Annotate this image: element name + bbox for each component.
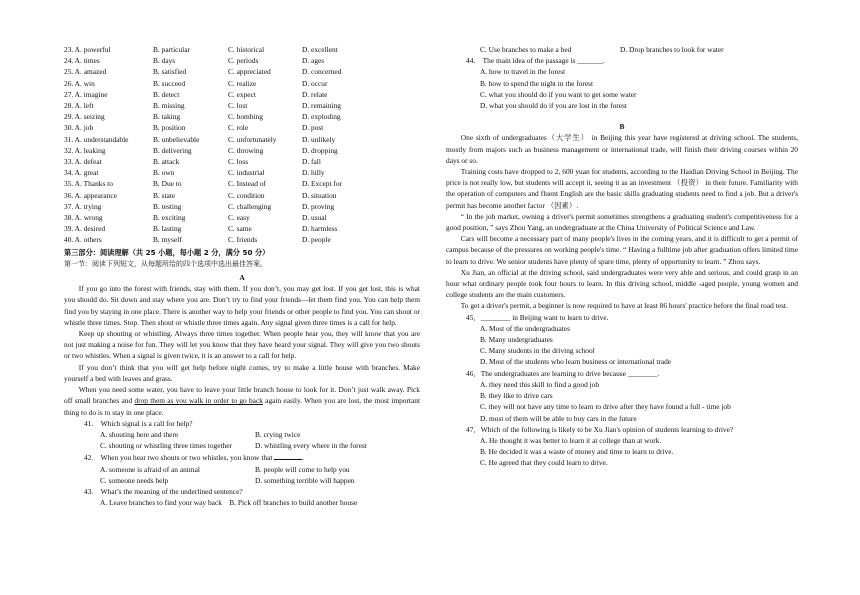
vocab-option-d[interactable]: D. exploding bbox=[302, 112, 341, 122]
q44-option-c[interactable]: C. what you should do if you want to get some water bbox=[480, 89, 637, 99]
passage-b-para-5: Xu Jian, an official at the driving school, said undergraduates were very able and serious, and could grasp in an hour what ordinary people took four hours to learn. In this driving school, middle -aged people, young women and college students are the main customers. bbox=[446, 267, 798, 300]
q41-option-b[interactable]: B. crying twice bbox=[255, 429, 301, 439]
vocab-option-b[interactable]: B. attack bbox=[153, 157, 180, 167]
vocab-option-b[interactable]: B. delivering bbox=[153, 145, 192, 155]
vocab-option-b[interactable]: B. missing bbox=[153, 101, 185, 111]
q42-option-d[interactable]: D. something terrible will happen bbox=[255, 475, 355, 485]
answer-blank bbox=[274, 451, 305, 463]
vocab-option-a[interactable]: 40. A. others bbox=[64, 235, 102, 245]
q45-option-a[interactable]: A. Most of the undergraduates bbox=[480, 323, 570, 333]
vocab-option-b[interactable]: B. particular bbox=[153, 45, 190, 54]
passage-a-para-1: If you go into the forest with friends, stay with them. If you don’t, you may get lost. If you get lost, this is what you should do. Sit down and stay where you are. Don’t try to find your friends—let them find you. You can help them find you by staying in one place. There is another way to help your friends or other people to find you. You can shout or whistle three times. Stop. Then shout or whistle three times again. Any signal given three times is a call for help. bbox=[64, 284, 420, 327]
q42-period: . bbox=[302, 453, 305, 463]
question-41-options-row-1 bbox=[64, 429, 420, 440]
vocab-option-b[interactable]: B. state bbox=[153, 190, 176, 200]
q42-text: 42. When you hear two shouts or two whistles, you know that bbox=[84, 453, 275, 463]
vocab-option-d[interactable]: D. concerned bbox=[302, 67, 342, 77]
passage-a-para-4 bbox=[64, 384, 420, 418]
vocab-option-c[interactable]: C. throwing bbox=[228, 145, 264, 155]
vocab-option-row bbox=[64, 55, 342, 66]
vocab-option-c[interactable]: C. unfortunately bbox=[228, 134, 277, 144]
vocab-option-d[interactable]: D. proving bbox=[302, 201, 335, 211]
vocab-option-row bbox=[64, 223, 342, 234]
vocab-option-row bbox=[64, 212, 342, 223]
vocab-option-c[interactable]: C. historical bbox=[228, 45, 265, 54]
vocab-option-b[interactable]: B. detect bbox=[153, 89, 180, 99]
vocab-option-d[interactable]: D. usual bbox=[302, 213, 327, 223]
vocab-option-row bbox=[64, 178, 342, 189]
vocab-option-row bbox=[64, 201, 342, 212]
vocab-option-b[interactable]: B. lasting bbox=[153, 224, 182, 234]
vocab-option-c[interactable]: C. expect bbox=[228, 89, 256, 99]
vocab-option-a[interactable]: 36. A. appearance bbox=[64, 190, 117, 200]
q42-option-b[interactable]: B. people will come to help you bbox=[255, 464, 350, 474]
vocab-option-a[interactable]: 34. A. great bbox=[64, 168, 99, 178]
passage-b-para-3: “ In the job market, owning a driver's permit sometimes strengthens a graduating student's competitiveness for a good position, ” says Zhou Yang, an undergraduate at the China University of Political Science and Law. bbox=[446, 211, 798, 233]
vocab-options-table bbox=[64, 44, 342, 246]
passage-a-para-2: Keep up shouting or whistling. Always three times together. When people hear you, they will know that you are not just making a noise for fun. They will let you know that they have heard your signal. They will give you two shouts or two whistles. When a signal is given twice, it is an answer to a call for help. bbox=[64, 329, 420, 361]
q45-option-c[interactable]: C. Many students in the driving school bbox=[480, 346, 595, 356]
vocab-option-row bbox=[64, 234, 342, 245]
left-column bbox=[64, 44, 420, 508]
vocab-option-row bbox=[64, 190, 342, 201]
q44-option-a[interactable]: A. how to travel in the forest bbox=[480, 67, 566, 77]
vocab-option-row bbox=[64, 156, 342, 167]
question-43: 43. What’s the meaning of the underlined sentence? bbox=[84, 486, 243, 496]
vocab-option-b[interactable]: B. position bbox=[153, 123, 186, 133]
vocab-option-a[interactable]: 35. A. Thanks to bbox=[64, 179, 113, 189]
vocab-option-a[interactable]: 27. A. imagine bbox=[64, 89, 108, 99]
question-45: 45．________ in Beijing want to learn to drive. bbox=[466, 312, 609, 322]
vocab-option-c[interactable]: C. role bbox=[228, 123, 249, 133]
part3-instructions: 第一节：阅读下列短文，从每题所给的四个选项中选出最佳答案。 bbox=[64, 259, 267, 268]
vocab-option-d[interactable]: D. occur bbox=[302, 78, 328, 88]
q42-option-c[interactable]: C. someone needs help bbox=[100, 475, 169, 485]
vocab-option-c[interactable]: C. loss bbox=[228, 157, 249, 167]
q47-option-c[interactable]: C. He agreed that they could learn to drive. bbox=[480, 458, 608, 468]
vocab-option-b[interactable]: B. testing bbox=[153, 201, 182, 211]
vocab-option-a[interactable]: 37. A. trying bbox=[64, 201, 102, 211]
vocab-option-c[interactable]: C. lost bbox=[228, 101, 248, 111]
vocab-option-c[interactable]: C. appreciated bbox=[228, 67, 271, 77]
q41-option-c[interactable]: C. shouting or whistling three times together bbox=[100, 441, 232, 451]
vocab-option-b[interactable]: B. days bbox=[153, 56, 176, 66]
vocab-option-d[interactable]: D. dropping bbox=[302, 145, 338, 155]
passage-b-para-1: One sixth of undergraduates（大学生） in Beijing this year have registered at driving school. The students, mostly from majors such as business management or international trade, will finish their driving courses within 20 days or so. bbox=[446, 133, 798, 165]
vocab-option-a[interactable]: 32. A. leaking bbox=[64, 145, 106, 155]
q43-options-a-b[interactable]: A. Leave branches to find your way back B. Pick off branches to build another house bbox=[100, 498, 358, 508]
vocab-option-c[interactable]: C. periods bbox=[228, 56, 259, 66]
underlined-sentence: drop them as you walk in order to go back bbox=[134, 396, 263, 406]
vocab-option-d[interactable]: D. relate bbox=[302, 89, 328, 99]
vocab-option-d[interactable]: D. hilly bbox=[302, 168, 325, 178]
question-47: 47．Which of the following is likely to be Xu Jian's opinion of students learning to drive? bbox=[466, 424, 734, 434]
part3-heading: 第三部分：阅读理解（共 25 小题，每小题 2 分，满分 50 分） bbox=[64, 247, 270, 257]
vocab-option-row bbox=[64, 89, 342, 100]
vocab-option-b[interactable]: B. unbelievable bbox=[153, 134, 200, 144]
vocab-option-d[interactable]: D. people bbox=[302, 235, 331, 245]
vocab-option-row bbox=[64, 167, 342, 178]
question-42 bbox=[64, 451, 420, 463]
vocab-option-a[interactable]: 24. A. times bbox=[64, 56, 100, 66]
vocab-option-a[interactable]: 25. A. amazed bbox=[64, 67, 107, 77]
q47-option-b[interactable]: B. He decided it was a waste of money and time to learn to drive. bbox=[480, 447, 674, 457]
passage-a-para-3: If you don’t think that you will get help before night comes, try to make a little house with branches. Make yourself a bed with leaves and grass. bbox=[64, 362, 420, 383]
q46-option-d[interactable]: D. most of them will be able to buy cars in the future bbox=[480, 413, 637, 423]
vocab-option-b[interactable]: B. own bbox=[153, 168, 175, 178]
question-41: 41. Which signal is a call for help? bbox=[84, 418, 193, 428]
q44-option-d[interactable]: D. what you should do if you are lost in the forest bbox=[480, 101, 627, 111]
q45-option-d[interactable]: D. Most of the students who learn business or international trade bbox=[480, 357, 672, 367]
vocab-option-b[interactable]: B. myself bbox=[153, 235, 182, 245]
vocab-option-c[interactable]: C. easy bbox=[228, 213, 250, 223]
q43-option-d[interactable]: D. Drop branches to look for water bbox=[620, 45, 724, 54]
question-43-options-row-2 bbox=[446, 44, 798, 55]
vocab-option-c[interactable]: C. realize bbox=[228, 78, 257, 88]
passage-b-para-4: Cars will become a necessary part of many people's lives in the coming years, and it is difficult to get a permit of campus because of the pressures on working people's time. “ Having a fulltime job after graduation offers limited time to learn to drive. We senior students have plenty of spare time, plenty of opportunity to learn. ” Zhou says. bbox=[446, 234, 798, 266]
vocab-option-b[interactable]: B. satisfied bbox=[153, 67, 187, 77]
q43-option-c[interactable]: C. Use branches to make a bed bbox=[480, 45, 572, 54]
q41-option-a[interactable]: A. shouting here and there bbox=[100, 429, 179, 439]
question-41-options-row-2 bbox=[64, 440, 420, 451]
vocab-option-a[interactable]: 38. A. wrong bbox=[64, 213, 103, 223]
q42-option-a[interactable]: A. someone is afraid of an animal bbox=[100, 464, 200, 474]
q46-option-b[interactable]: B. they like to drive cars bbox=[480, 391, 553, 401]
question-42-options-row-1 bbox=[64, 464, 420, 475]
vocab-option-a[interactable]: 26. A. win bbox=[64, 78, 95, 88]
vocab-option-d[interactable]: D. ages bbox=[302, 56, 325, 66]
vocab-option-d[interactable]: D. harmless bbox=[302, 224, 338, 234]
question-44: 44. The main idea of the passage is _______. bbox=[466, 56, 605, 66]
vocab-option-a[interactable]: 31. A. understandable bbox=[64, 134, 129, 144]
vocab-option-row bbox=[64, 100, 342, 111]
passage-b-para-6: To get a driver's permit, a beginner is now required to have at least 86 hours' practice before the final road test. bbox=[460, 301, 788, 311]
vocab-option-d[interactable]: D. Except for bbox=[302, 179, 343, 189]
q46-option-a[interactable]: A. they need this skill to find a good job bbox=[480, 379, 600, 389]
vocab-option-a[interactable]: 33. A. defeat bbox=[64, 157, 102, 167]
vocab-option-a[interactable]: 28. A. left bbox=[64, 101, 94, 111]
vocab-option-c[interactable]: C. Instead of bbox=[228, 179, 266, 189]
vocab-option-b[interactable]: B. succeed bbox=[153, 78, 186, 88]
vocab-option-b[interactable]: B. Due to bbox=[153, 179, 182, 189]
vocab-option-c[interactable]: C. bombing bbox=[228, 112, 263, 122]
vocab-option-c[interactable]: C. challenging bbox=[228, 201, 272, 211]
vocab-option-a[interactable]: 30. A. job bbox=[64, 123, 94, 133]
vocab-option-row bbox=[64, 78, 342, 89]
vocab-option-d[interactable]: D. excellent bbox=[302, 45, 338, 54]
vocab-option-row bbox=[64, 111, 342, 122]
vocab-option-d[interactable]: D. fall bbox=[302, 157, 321, 167]
question-46: 46．The undergraduates are learning to drive because ________. bbox=[466, 368, 660, 378]
vocab-option-d[interactable]: D. post bbox=[302, 123, 324, 133]
passage-b-label: B bbox=[619, 122, 625, 132]
vocab-option-row bbox=[64, 134, 342, 145]
vocab-option-c[interactable]: C. friends bbox=[228, 235, 258, 245]
vocab-option-c[interactable]: C. condition bbox=[228, 190, 265, 200]
right-column bbox=[446, 44, 798, 469]
vocab-option-a[interactable]: 29. A. seizing bbox=[64, 112, 105, 122]
q44-option-b[interactable]: B. how to spend the night in the forest bbox=[480, 78, 594, 88]
vocab-option-d[interactable]: D. unlikely bbox=[302, 134, 336, 144]
passage-a-label: A bbox=[239, 273, 245, 283]
question-42-options-row-2 bbox=[64, 475, 420, 486]
vocab-option-b[interactable]: B. taking bbox=[153, 112, 181, 122]
q47-option-a[interactable]: A. He thought it was better to learn it at college than at work. bbox=[480, 435, 662, 445]
q46-option-c[interactable]: C. they will not have any time to learn to drive after they have found a full - time job bbox=[480, 402, 731, 412]
vocab-option-row bbox=[64, 44, 342, 55]
vocab-option-c[interactable]: C. same bbox=[228, 224, 252, 234]
passage-b-para-2: Training costs have dropped to 2, 600 yuan for students, according to the Haidian Driving School in Beijing. The price is not really low, but students will accept it, seeing it as an investment （投资） in their future. Familiarity with the operation of computers and fluent English are the basic skills graduating students need to find a job. But a driver's permit has become another factor （因素）. bbox=[446, 167, 798, 210]
q45-option-b[interactable]: B. Many undergraduates bbox=[480, 335, 553, 345]
q41-option-d[interactable]: D. whistling every where in the forest bbox=[255, 441, 367, 451]
vocab-option-d[interactable]: D. remaining bbox=[302, 101, 341, 111]
vocab-option-d[interactable]: D. situation bbox=[302, 190, 337, 200]
para-4-text-start: When you need some water, you have to leave your little branch house to look for it. Don’t just walk away. Pick off small branches and bbox=[64, 385, 420, 406]
para-4-text-end: again easily. When you are lost, the most important thing to do is to stay in one place. bbox=[64, 396, 420, 417]
vocab-option-row bbox=[64, 122, 342, 133]
vocab-option-row bbox=[64, 145, 342, 156]
vocab-option-a[interactable]: 39. A. desired bbox=[64, 224, 106, 234]
vocab-option-a[interactable]: 23. A. powerful bbox=[64, 45, 111, 54]
vocab-option-row bbox=[64, 66, 342, 77]
vocab-option-b[interactable]: B. exciting bbox=[153, 213, 186, 223]
vocab-option-c[interactable]: C. industrial bbox=[228, 168, 265, 178]
